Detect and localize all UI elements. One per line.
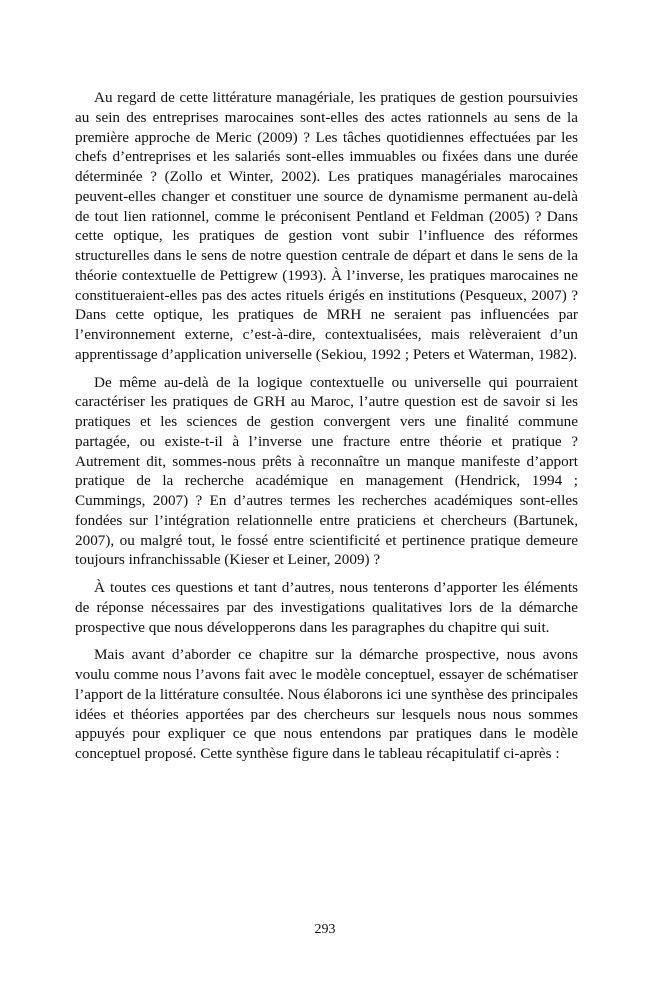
paragraph-4: Mais avant d’aborder ce chapitre sur la démarche prospective, nous avons voulu comme nous l’avons fait avec le modèle conceptuel, essayer de schématiser l’apport de la littérature consultée. Nous élaborons ici une synthèse des principales idées et théories apportées par des chercheurs sur lesquels nous nous sommes appuyés pour expliquer ce que nous entendons par pratiques dans le modèle conceptuel proposé. Cette synthèse figure dans le tableau récapitulatif ci-après : bbox=[75, 646, 578, 762]
body-text bbox=[75, 88, 578, 772]
paragraph-2: De même au-delà de la logique contextuelle ou universelle qui pourraient caractériser les pratiques de GRH au Maroc, l’autre question est de savoir si les pratiques et les sciences de gestion convergent vers une finalité commune partagée, ou existe-t-il à l’inverse une fracture entre théorie et pratique ? Autrement dit, sommes-nous prêts à reconnaître un manque manifeste d’apport pratique de la recherche académique en management (Hendrick, 1994 ; Cummings, 2007) ? En d’autres termes les recherches académiques sont-elles fondées sur l’intégration relationnelle entre praticiens et chercheurs (Bartunek, 2007), ou malgré tout, le fossé entre scientificité et pertinence pratique demeure toujours infranchissable (Kieser et Leiner, 2009) ? bbox=[75, 373, 578, 569]
paragraph-3: À toutes ces questions et tant d’autres, nous tenterons d’apporter les éléments de réponse nécessaires par des investigations qualitatives lors de la démarche prospective que nous développerons dans les paragraphes du chapitre qui suit. bbox=[75, 579, 578, 636]
paragraph-1: Au regard de cette littérature managériale, les pratiques de gestion poursuivies au sein des entreprises marocaines sont-elles des actes rationnels au sens de la première approche de Meric (2009) ? Les tâches quotidiennes effectuées par les chefs d’entreprises et les salariés sont-elles immuables ou fixées dans une durée déterminée ? (Zollo et Winter, 2002). Les pratiques managériales marocaines peuvent-elles changer et constituer une source de dynamisme permanent au-delà de tout lien rationnel, comme le préconisent Pentland et Feldman (2005) ? Dans cette optique, les pratiques de gestion vont subir l’influence des réformes structurelles dans le sens de notre question centrale de départ et dans le sens de la théorie contextuelle de Pettigrew (1993). À l’inverse, les pratiques marocaines ne constitueraient-elles pas des actes rituels érigés en institutions (Pesqueux, 2007) ? Dans cette optique, les pratiques de MRH ne seraient pas influencées par l’environnement externe, c’est-à-dire, contextualisées, mais relèveraient d’un apprentissage d’application universelle (Sekiou, 1992 ; Peters et Waterman, 1982). bbox=[75, 89, 578, 363]
page-number: 293 bbox=[314, 922, 336, 937]
